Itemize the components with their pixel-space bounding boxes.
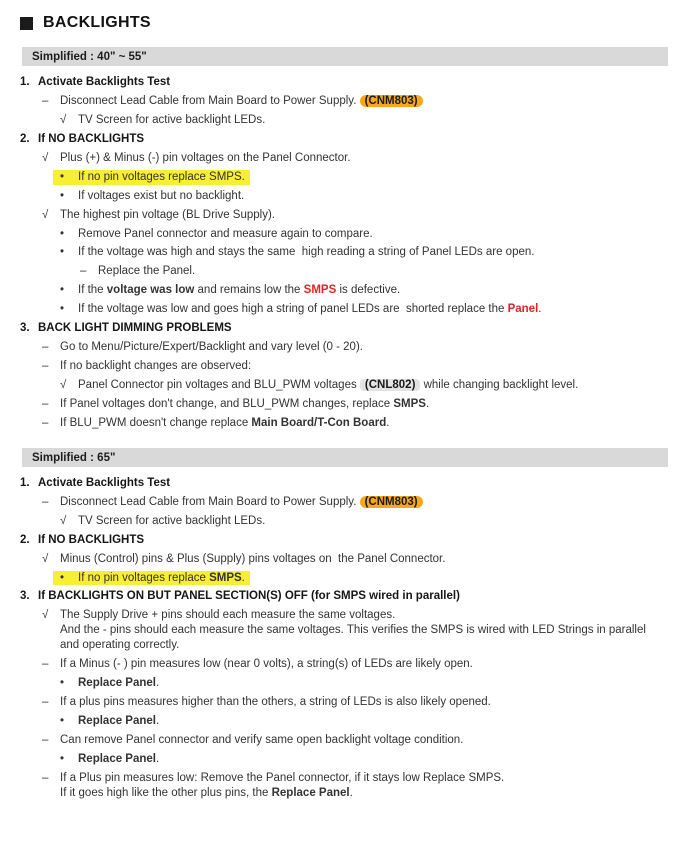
check-marker-icon: √: [42, 609, 49, 622]
list-item-text: [78, 752, 159, 767]
bullet-marker-icon: •: [60, 752, 65, 765]
dash-marker-icon: –: [42, 341, 49, 354]
list-item-text: [60, 359, 251, 374]
dash-marker-icon: –: [42, 416, 49, 429]
sections-container: [20, 47, 668, 801]
text-segment: The highest pin voltage (BL Drive Supply).: [60, 208, 275, 221]
list-item: [20, 340, 668, 355]
list-item: [20, 264, 668, 279]
text-segment: Disconnect Lead Cable from Main Board to Power Supply.: [60, 94, 360, 107]
bullet-marker-icon: •: [53, 170, 78, 185]
list-item-text: [78, 245, 534, 260]
list-item: [20, 302, 668, 317]
list-item-text: [78, 283, 400, 298]
list-item-text: [78, 514, 265, 529]
bullet-marker-icon: •: [60, 715, 65, 727]
list-item: [20, 695, 668, 710]
list-item-text: [78, 189, 244, 204]
list-item: [20, 514, 668, 529]
text-segment: If no pin voltages replace SMPS.: [78, 170, 245, 183]
list-item: [20, 397, 668, 412]
check-marker-icon: √: [60, 514, 67, 527]
text-segment: If a Plus pin measures low: Remove the Panel connector, if it stays low Replace SMPS.: [60, 771, 505, 784]
dash-marker-icon: –: [42, 94, 49, 107]
dash-marker-icon: –: [80, 265, 87, 278]
text-segment: And the - pins should each measure the same voltages. This verifies the SMPS is wired with LED Strings in parallel: [60, 624, 646, 637]
check-marker-icon: √: [42, 208, 49, 221]
number-marker: 3.: [20, 322, 30, 335]
list-item-text: [38, 476, 170, 491]
text-segment: and remains low the: [194, 284, 304, 297]
text-segment: Replace Panel: [78, 752, 156, 765]
text-segment: If NO BACKLIGHTS: [38, 132, 145, 145]
list-item-text: [78, 170, 250, 185]
list-item: [20, 733, 668, 748]
list-item: [20, 227, 668, 242]
dash-marker-icon: –: [42, 360, 49, 373]
list-item-text: [60, 771, 504, 801]
text-segment: Remove Panel connector and measure again to compare.: [78, 227, 373, 240]
text-segment: If a plus pins measures higher than the others, a string of LEDs is also likely opened.: [60, 696, 491, 709]
list-item-text: [78, 302, 541, 317]
list-item: [20, 657, 668, 672]
check-marker-icon: √: [42, 552, 49, 565]
list-item-text: [60, 208, 275, 223]
list-item-text: [60, 695, 491, 710]
text-segment: If a Minus (- ) pin measures low (near 0 volts), a string(s) of LEDs are likely open.: [60, 658, 473, 671]
text-segment: .: [349, 786, 353, 799]
number-marker: 1.: [20, 76, 30, 88]
text-segment: Can remove Panel connector and verify same open backlight voltage condition.: [60, 733, 464, 746]
text-segment: .: [425, 397, 430, 410]
page-title: [20, 14, 668, 32]
list-item-text: [78, 571, 250, 586]
list-item-text: [78, 227, 373, 242]
bullet-marker-icon: •: [60, 677, 65, 690]
text-segment: while changing backlight level.: [420, 379, 579, 391]
text-segment: Go to Menu/Picture/Expert/Backlight and vary level (0 - 20).: [60, 341, 363, 354]
list-item: [20, 589, 668, 604]
list-item: [20, 132, 668, 147]
number-marker: 2.: [20, 132, 30, 145]
list-item-text: [38, 589, 460, 604]
text-segment: Replace the Panel.: [98, 265, 196, 278]
text-segment: TV Screen for active backlight LEDs.: [78, 113, 266, 126]
list-item: [20, 113, 668, 128]
number-marker: 1.: [20, 476, 30, 489]
list-item-text: [60, 608, 646, 653]
list-item-text: [60, 151, 351, 166]
section-header-bar: Simplified : 40" ~ 55": [22, 47, 668, 66]
text-segment: .: [155, 715, 160, 727]
list-item-text: [78, 378, 578, 393]
list-item: [20, 476, 668, 491]
list-item: [20, 208, 668, 223]
list-item: [20, 75, 668, 90]
dash-marker-icon: –: [42, 733, 49, 746]
dash-marker-icon: –: [42, 495, 49, 508]
list-item: [20, 752, 668, 767]
list-item: [20, 714, 668, 729]
text-segment: SMPS: [393, 397, 426, 410]
text-segment: If the: [78, 284, 107, 297]
text-segment: Minus (Control) pins & Plus (Supply) pins voltages on the Panel Connector.: [60, 552, 446, 565]
list-item-text: [60, 94, 423, 109]
text-segment: If it goes high like the other plus pins, the: [60, 786, 272, 799]
list-item-text: [78, 113, 265, 128]
text-segment: and operating correctly.: [60, 639, 180, 652]
text-segment: .: [386, 416, 390, 429]
connector-ref-badge: (CNM803): [360, 496, 423, 508]
text-segment: is defective.: [336, 284, 401, 297]
text-segment: BACK LIGHT DIMMING PROBLEMS: [38, 322, 232, 335]
text-segment: voltage was low: [106, 284, 195, 297]
text-segment: Activate Backlights Test: [38, 76, 171, 88]
list-item: [20, 283, 668, 298]
text-segment: Panel: [507, 303, 539, 316]
text-segment: Disconnect Lead Cable from Main Board to Power Supply.: [60, 495, 360, 508]
text-segment: Main Board/T-Con Board: [251, 416, 387, 429]
text-segment: If no backlight changes are observed:: [60, 360, 252, 373]
list-item-text: [38, 75, 170, 90]
section-header-bar: Simplified : 65": [22, 448, 668, 467]
title-square-icon: [20, 17, 33, 30]
bullet-marker-icon: •: [60, 303, 65, 316]
text-segment: If the voltage was high and stays the same high reading a string of Panel LEDs are open.: [78, 246, 535, 259]
bullet-marker-icon: •: [60, 284, 65, 297]
dash-marker-icon: –: [42, 771, 49, 784]
list-item: [20, 321, 668, 336]
check-marker-icon: √: [42, 151, 49, 164]
text-segment: Replace Panel: [271, 786, 350, 799]
page-title-text: BACKLIGHTS: [43, 14, 151, 31]
text-segment: If NO BACKLIGHTS: [38, 533, 145, 546]
list-item: [20, 94, 668, 109]
text-segment: If no pin voltages replace: [78, 571, 210, 584]
text-segment: If BACKLIGHTS ON BUT PANEL SECTION(S) OFF (for SMPS wired in parallel): [38, 590, 460, 603]
list-item: [20, 359, 668, 374]
connector-ref-badge: (CNM803): [360, 95, 423, 107]
text-segment: Replace Panel: [78, 677, 156, 690]
text-segment: .: [538, 303, 542, 316]
text-segment: TV Screen for active backlight LEDs.: [78, 514, 266, 527]
list-item-text: [60, 657, 473, 672]
bullet-marker-icon: •: [53, 571, 78, 586]
list-item: [20, 533, 668, 548]
list-item-text: [98, 264, 195, 279]
list-item: [20, 416, 668, 431]
text-segment: SMPS: [303, 284, 337, 297]
list-item-text: [60, 416, 389, 431]
text-segment: If Panel voltages don't change, and BLU_PWM changes, replace: [60, 397, 394, 410]
text-segment: Plus (+) & Minus (-) pin voltages on the Panel Connector.: [60, 151, 351, 164]
number-marker: 2.: [20, 533, 30, 546]
text-segment: If the voltage was low and goes high a string of panel LEDs are shorted replace the: [78, 303, 508, 316]
check-marker-icon: √: [60, 379, 67, 391]
list-item-text: [60, 397, 429, 412]
list-item-text: [60, 552, 445, 567]
list-item-text: [38, 132, 144, 147]
text-segment: .: [241, 571, 245, 584]
bullet-marker-icon: •: [60, 189, 65, 202]
text-segment: SMPS: [209, 571, 242, 584]
list-item: [20, 170, 668, 185]
list-item: [20, 552, 668, 567]
dash-marker-icon: –: [42, 658, 49, 671]
text-segment: Panel Connector pin voltages and BLU_PWM voltages: [78, 379, 360, 391]
list-item: [20, 571, 668, 586]
list-item-text: [78, 676, 159, 691]
list-item: [20, 189, 668, 204]
list-item: [20, 608, 668, 653]
list-item: [20, 495, 668, 510]
text-segment: If voltages exist but no backlight.: [78, 189, 245, 202]
text-segment: If BLU_PWM doesn't change replace: [60, 416, 252, 429]
list-item-text: [60, 733, 463, 748]
list-item: [20, 676, 668, 691]
section-body: [20, 75, 668, 431]
list-item: [20, 378, 668, 393]
list-item: [20, 151, 668, 166]
list-item-text: [60, 340, 363, 355]
text-segment: .: [155, 677, 160, 690]
bullet-marker-icon: •: [60, 246, 65, 259]
list-item: [20, 245, 668, 260]
text-segment: .: [155, 752, 160, 765]
check-marker-icon: √: [60, 113, 67, 126]
connector-ref-badge: (CNL802): [360, 379, 420, 391]
list-item-text: [60, 495, 423, 510]
dash-marker-icon: –: [42, 397, 49, 410]
list-item: [20, 771, 668, 801]
list-item-text: [78, 714, 159, 729]
list-item-text: [38, 321, 232, 336]
text-segment: The Supply Drive + pins should each measure the same voltages.: [60, 609, 396, 622]
dash-marker-icon: –: [42, 696, 49, 709]
list-item-text: [38, 533, 144, 548]
bullet-marker-icon: •: [60, 227, 65, 240]
text-segment: Replace Panel: [78, 715, 156, 727]
text-segment: Activate Backlights Test: [38, 476, 171, 489]
number-marker: 3.: [20, 590, 30, 603]
section-body: [20, 476, 668, 801]
